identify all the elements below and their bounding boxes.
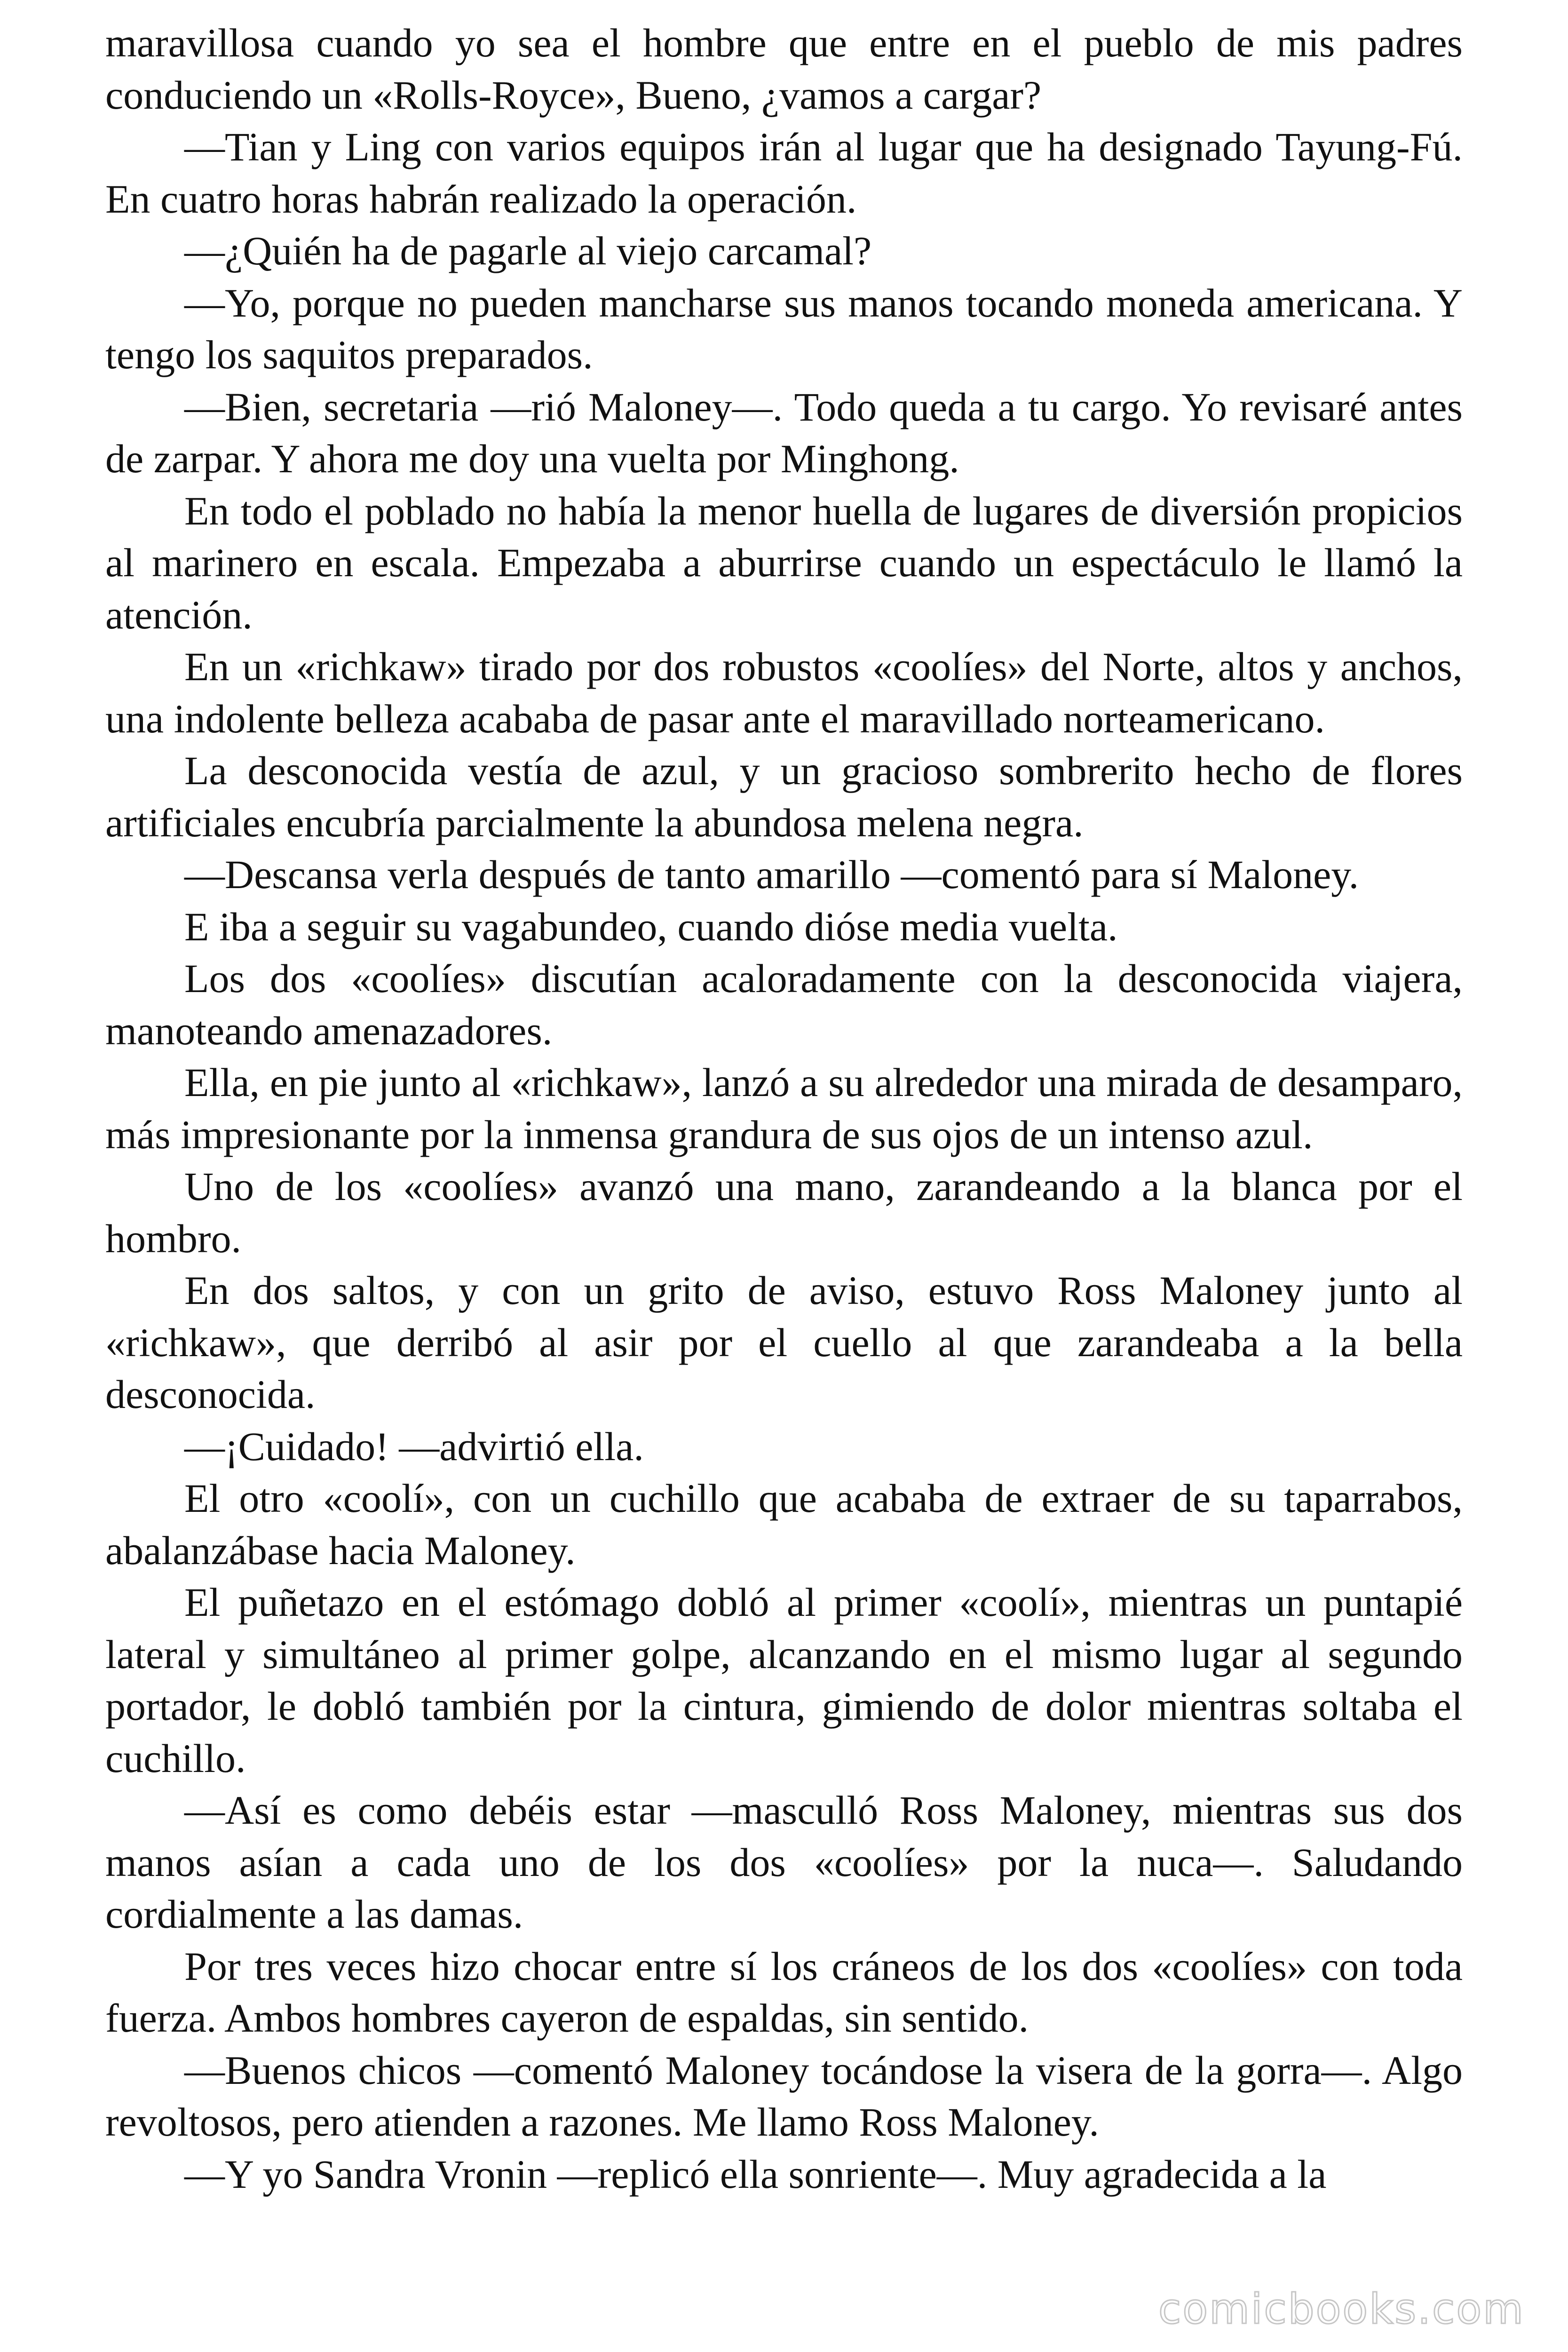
paragraph: —Bien, secretaria —rió Maloney—. Todo queda a tu cargo. Yo revisaré antes de zarpar. Y ahora me doy una vuelta por Minghong. [105, 384, 1463, 481]
paragraph-continuation: maravillosa cuando yo sea el hombre que entre en el pueblo de mis padres conduciendo un «Rolls-Royce», Bueno, ¿vamos a cargar? [105, 20, 1463, 118]
paragraph: —Y yo Sandra Vronin —replicó ella sonriente—. Muy agradecida a la [184, 2151, 1327, 2197]
paragraph: La desconocida vestía de azul, y un gracioso sombrerito hecho de flores artificiales encubría parcialmente la abundosa melena negra. [105, 748, 1463, 845]
paragraph: En dos saltos, y con un grito de aviso, estuvo Ross Maloney junto al «richkaw», que derribó al asir por el cuello al que zarandeaba a la bella desconocida. [105, 1268, 1463, 1417]
paragraph: —Así es como debéis estar —masculló Ross Maloney, mientras sus dos manos asían a cada uno de los dos «coolíes» por la nuca—. Saludando cordialmente a las damas. [105, 1788, 1463, 1937]
paragraph: —Tian y Ling con varios equipos irán al lugar que ha designado Tayung-Fú. En cuatro horas habrán realizado la operación. [105, 124, 1463, 222]
paragraph: En un «richkaw» tirado por dos robustos «coolíes» del Norte, altos y anchos, una indolente belleza acababa de pasar ante el maravillado norteamericano. [105, 644, 1463, 741]
paragraph: En todo el poblado no había la menor huella de lugares de diversión propicios al marinero en escala. Empezaba a aburrirse cuando un espectáculo le llamó la atención. [105, 488, 1463, 637]
paragraph: —Descansa verla después de tanto amarillo —comentó para sí Maloney. [184, 852, 1359, 897]
paragraph: Los dos «coolíes» discutían acaloradamente con la desconocida viajera, manoteando amenazadores. [105, 956, 1463, 1053]
paragraph: Uno de los «coolíes» avanzó una mano, zarandeando a la blanca por el hombro. [105, 1164, 1463, 1261]
body-text [105, 17, 1463, 2200]
paragraph: Ella, en pie junto al «richkaw», lanzó a su alrededor una mirada de desamparo, más impresionante por la inmensa grandura de sus ojos de un intenso azul. [105, 1060, 1463, 1157]
paragraph: E iba a seguir su vagabundeo, cuando dióse media vuelta. [184, 904, 1118, 949]
paragraph: —¿Quién ha de pagarle al viejo carcamal? [184, 228, 872, 273]
paragraph: —Yo, porque no pueden mancharse sus manos tocando moneda americana. Y tengo los saquitos preparados. [105, 280, 1463, 377]
paragraph: —¡Cuidado! —advirtió ella. [184, 1423, 644, 1469]
paragraph: El otro «coolí», con un cuchillo que acababa de extraer de su taparrabos, abalanzábase hacia Maloney. [105, 1476, 1463, 1573]
watermark: comicbooks.com [1158, 2285, 1525, 2333]
paragraph: Por tres veces hizo chocar entre sí los cráneos de los dos «coolíes» con toda fuerza. Ambos hombres cayeron de espaldas, sin sentido. [105, 1943, 1463, 2041]
paragraph: El puñetazo en el estómago dobló al primer «coolí», mientras un puntapié lateral y simultáneo al primer golpe, alcanzando en el mismo lugar al segundo portador, le dobló también por la cintura, gimiendo de dolor mientras soltaba el cuchillo. [105, 1580, 1463, 1781]
paragraph: —Buenos chicos —comentó Maloney tocándose la visera de la gorra—. Algo revoltosos, pero atienden a razones. Me llamo Ross Maloney. [105, 2047, 1463, 2145]
